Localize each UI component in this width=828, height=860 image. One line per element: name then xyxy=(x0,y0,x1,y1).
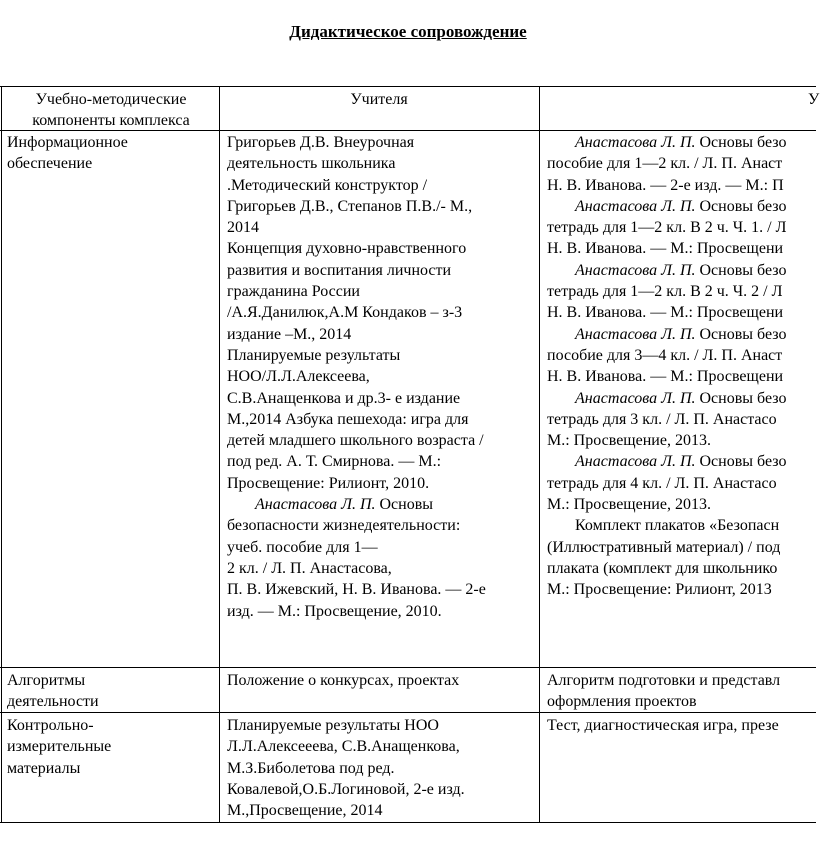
info-students-cell: Анастасова Л. П. Основы безо пособие для 1—2 кл. / Л. П. Анаст Н. В. Иванова. — 2-е изд. — М.: П Анастасова Л. П. Основы безо тетрадь для 1—2 кл. В 2 ч. Ч. 1. / Л Н. В. Иванова. — М.: Просвещени Анастасова Л. П. Основы безо тетрадь для 1—2 кл. В 2 ч. Ч. 2 / Л Н. В. Иванова. — М.: Просвещени Анастасова Л. П. Основы безо пособие для 3—4 кл. / Л. П. Анаст Н. В. Иванова. — М.: Просвещени Анастасова Л. П. Основы безо тетрадь для 3 кл. / Л. П. Анастасо М.: Просвещение, 2013. Анастасова Л. П. Основы безо тетрадь для 4 кл. / Л. П. Анастасо М.: Просвещение, 2013. Комплект плакатов «Безопасн (Иллюстративный материал) / под плаката (комплект для школьнико М.: Просвещение: Рилионт, 2013 xyxy=(547,134,787,599)
row-label-info: Информационное обеспечение xyxy=(7,134,128,173)
table-border-top xyxy=(0,86,816,87)
header-teachers: Учителя xyxy=(350,91,408,108)
row-label-algorithms: Алгоритмы деятельности xyxy=(7,672,99,711)
row-label-control: Контрольно- измерительные материалы xyxy=(7,717,112,777)
table-border-bottom xyxy=(0,822,816,823)
column-divider xyxy=(539,86,540,823)
header-components: Учебно-методические компоненты комплекса xyxy=(32,91,190,130)
algo-teachers-cell: Положение о конкурсах, проектах xyxy=(227,672,460,689)
info-teachers-cell: Григорьев Д.В. Внеурочная деятельность школьника .Методический конструктор / Григорьев Д.В., Степанов П.В./- М., 2014 Концепция духовно-нравственного развития и воспитания личности гражданина России /А.Я.Данилюк,А.М Кондаков – з-3 издание –М., 2014 Планируемые результаты НОО/Л.Л.Алексеева, С.В.Анащенкова и др.3- е издание М.,2014 Азбука пешехода: игра для детей младшего школьного возраста / под ред. А. Т. Смирнова. — М.: Просвещение: Рилионт, 2010. Анастасова Л. П. Основы безопасности жизнедеятельности: учеб. пособие для 1— 2 кл. / Л. П. Анастасова, П. В. Ижевский, Н. В. Иванова. — 2-е изд. — М.: Просвещение, 2010. xyxy=(227,134,486,620)
algo-students-cell: Алгоритм подготовки и представл оформления проектов xyxy=(547,672,781,711)
control-students-cell: Тест, диагностическая игра, презе xyxy=(547,717,779,734)
table-border-left xyxy=(1,86,2,823)
document-title: Дидактическое сопровождение xyxy=(289,22,527,41)
control-teachers-cell: Планируемые результаты НОО Л.Л.Алексееева, С.В.Анащенкова, М.З.Биболетова под ред. Ковалевой,О.Б.Логиновой, 2-е изд. М.,Просвещение, 2014 xyxy=(227,717,465,820)
header-students: У xyxy=(808,91,820,108)
column-divider xyxy=(219,86,220,823)
row-divider xyxy=(0,667,816,668)
